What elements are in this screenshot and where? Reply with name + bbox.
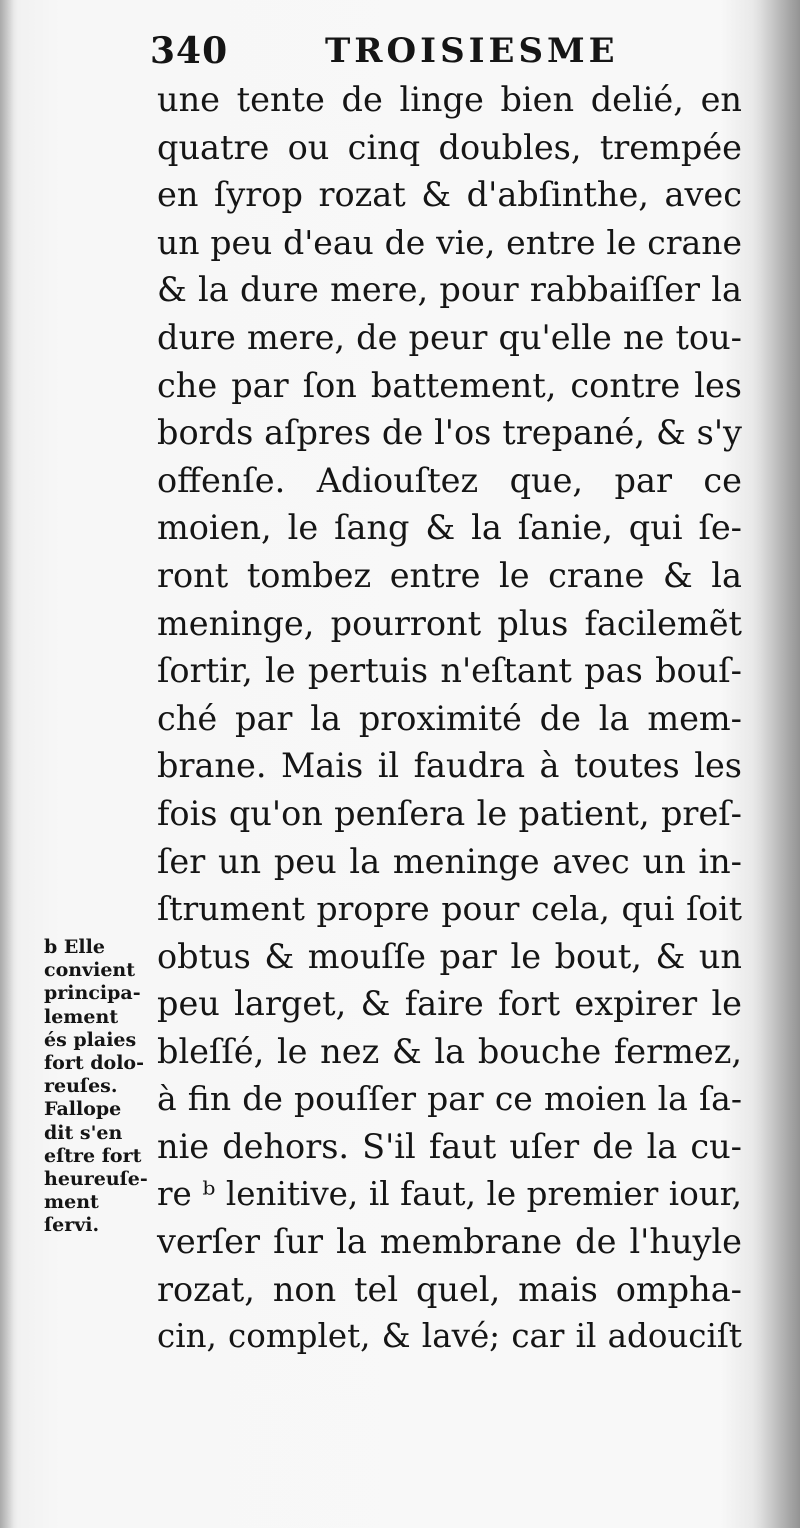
text-line: moien, le ſang & la ſanie, qui ſe- [157, 508, 742, 548]
margin-note-line: ment [44, 1191, 99, 1214]
marginal-note [44, 936, 172, 1237]
margin-note-line: convient [44, 959, 135, 982]
text-line: en ſyrop rozat & d'abſinthe, avec [157, 175, 742, 215]
text-line: bords aſpres de l'os trepané, & s'y [157, 413, 742, 453]
margin-note-line: fort dolo- [44, 1051, 144, 1074]
margin-note-line: ſervi. [44, 1214, 100, 1237]
margin-note-line: reuſes. [44, 1075, 118, 1098]
text-line: ſortir, le pertuis n'eſtant pas bouſ- [157, 651, 742, 691]
margin-note-line: b Elle [44, 936, 105, 958]
text-line: che par ſon battement, contre les [157, 365, 742, 405]
text-line: une tente de linge bien delié, en [157, 80, 742, 119]
margin-note-line: heureuſe- [44, 1167, 148, 1190]
margin-note-line: dit s'en [44, 1121, 123, 1144]
text-line: à fin de pouſſer par ce moien la ſa- [157, 1079, 742, 1119]
page-left-shadow [0, 0, 14, 1528]
text-line: obtus & mouſſe par le bout, & un [157, 936, 742, 976]
main-text-block [157, 76, 742, 1361]
margin-note-line: lement [44, 1005, 119, 1028]
text-line: ront tombez entre le crane & la [157, 555, 742, 595]
text-line: dure mere, de peur qu'elle ne tou- [157, 317, 742, 357]
text-line: fois qu'on penſera le patient, preſ- [157, 793, 742, 833]
text-line: re ᵇ lenitive, il faut, le premier iour, [157, 1174, 742, 1213]
text-line: ché par la proximité de la mem- [157, 698, 742, 738]
margin-note-line: principa- [44, 982, 141, 1005]
text-line: quatre ou cinq doubles, trempée [157, 127, 742, 167]
margin-note-line: és plaies [44, 1028, 137, 1051]
running-head: TROISIESME [325, 31, 619, 71]
margin-note-line: Fallope [44, 1098, 122, 1121]
text-line: ſer un peu la meninge avec un in- [157, 841, 742, 881]
text-line: bleſſé, le nez & la bouche fermez, [157, 1031, 742, 1071]
page-number: 340 [150, 30, 229, 72]
margin-note-line: eſtre fort [44, 1144, 142, 1167]
text-line: ſtrument propre pour cela, qui ſoit [157, 889, 742, 929]
page-header [150, 26, 770, 76]
text-line: rozat, non tel quel, mais ompha- [157, 1269, 742, 1309]
text-line: meninge, pourront plus facilemẽt [157, 603, 742, 643]
text-line: brane. Mais il faudra à toutes les [157, 746, 742, 786]
text-line: un peu d'eau de vie, entre le crane [157, 222, 742, 262]
text-line: peu larget, & faire fort expirer le [157, 984, 742, 1024]
text-line: cin, complet, & lavé; car il adouciſt [157, 1317, 742, 1356]
text-line: & la dure mere, pour rabbaiſſer la [157, 270, 742, 310]
text-line: verſer ſur la membrane de l'huyle [157, 1222, 742, 1262]
text-line: offenſe. Adiouſtez que, par ce [157, 460, 742, 500]
page-spine-shadow [752, 0, 800, 1528]
text-line: nie dehors. S'il faut uſer de la cu- [157, 1127, 742, 1167]
